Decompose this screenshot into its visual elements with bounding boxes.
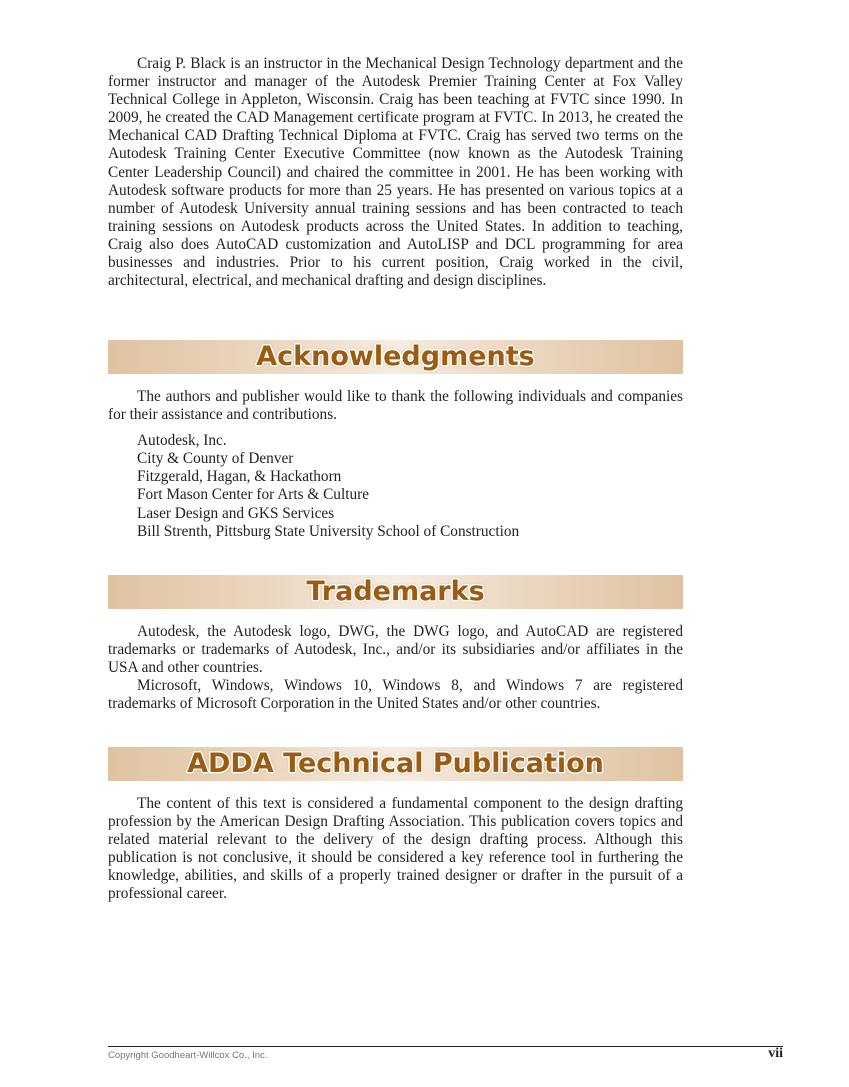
trademarks-heading-bar <box>108 575 683 609</box>
list-item: Autodesk, Inc. <box>137 432 227 450</box>
acknowledgments-section <box>108 388 683 541</box>
page-number: vii <box>768 1046 783 1061</box>
acknowledgments-intro: The authors and publisher would like to thank the following individuals and companies for their assistance and contributions. <box>108 388 683 424</box>
bio-paragraph: Craig P. Black is an instructor in the Mechanical Design Technology department and the former instructor and manager of the Autodesk Premier Training Center at Fox Valley Technical College in Appleton, Wisconsin. Craig has been teaching at FVTC since 1990. In 2009, he created the CAD Management certificate program at FVTC. In 2013, he created the Mechanical CAD Drafting Technical Diploma at FVTC. Craig has served two terms on the Autodesk Training Center Executive Committee (now known as the Autodesk Training Center Leadership Council) and chaired the committee in 2001. He has been working with Autodesk software products for more than 25 years. He has presented on various topics at a number of Autodesk University annual training sessions and has been contracted to teach training sessions on Autodesk products across the United States. In addition to teaching, Craig also does AutoCAD customization and AutoLISP and DCL programming for area businesses and industries. Prior to his current position, Craig worked in the civil, architectural, electrical, and mechanical drafting and design disciplines. <box>108 55 683 290</box>
trademarks-paragraph: Autodesk, the Autodesk logo, DWG, the DWG logo, and AutoCAD are registered trademarks or trademarks of Autodesk, Inc., and/or its subsidiaries and/or affiliates in the USA and other countries. <box>108 623 683 677</box>
list-item: Laser Design and GKS Services <box>137 504 335 522</box>
trademarks-paragraph: Microsoft, Windows, Windows 10, Windows 8, and Windows 7 are registered trademarks of Microsoft Corporation in the United States and/or other countries. <box>108 677 683 713</box>
list-item: Fitzgerald, Hagan, & Hackathorn <box>137 468 342 486</box>
adda-heading: ADDA Technical Publication <box>187 748 604 779</box>
trademarks-section <box>108 623 683 713</box>
acknowledgments-heading: Acknowledgments <box>256 341 535 372</box>
list-item: City & County of Denver <box>137 450 294 468</box>
footer-rule <box>108 1046 783 1047</box>
author-bio <box>108 55 683 290</box>
copyright-text: Copyright Goodheart-Willcox Co., Inc. <box>108 1050 268 1061</box>
list-item: Fort Mason Center for Arts & Culture <box>137 486 369 504</box>
trademarks-heading: Trademarks <box>306 576 485 607</box>
acknowledgments-heading-bar <box>108 340 683 374</box>
list-item: Bill Strenth, Pittsburg State University School of Construction <box>137 522 520 540</box>
acknowledgments-list <box>108 432 683 541</box>
adda-heading-bar <box>108 747 683 781</box>
adda-paragraph: The content of this text is considered a fundamental component to the design drafting profession by the American Design Drafting Association. This publication covers topics and related material relevant to the delivery of the design drafting process. Although this publication is not conclusive, it should be considered a key reference tool in furthering the knowledge, abilities, and skills of a properly trained designer or drafter in the pursuit of a professional career. <box>108 795 683 903</box>
adda-section <box>108 795 683 904</box>
